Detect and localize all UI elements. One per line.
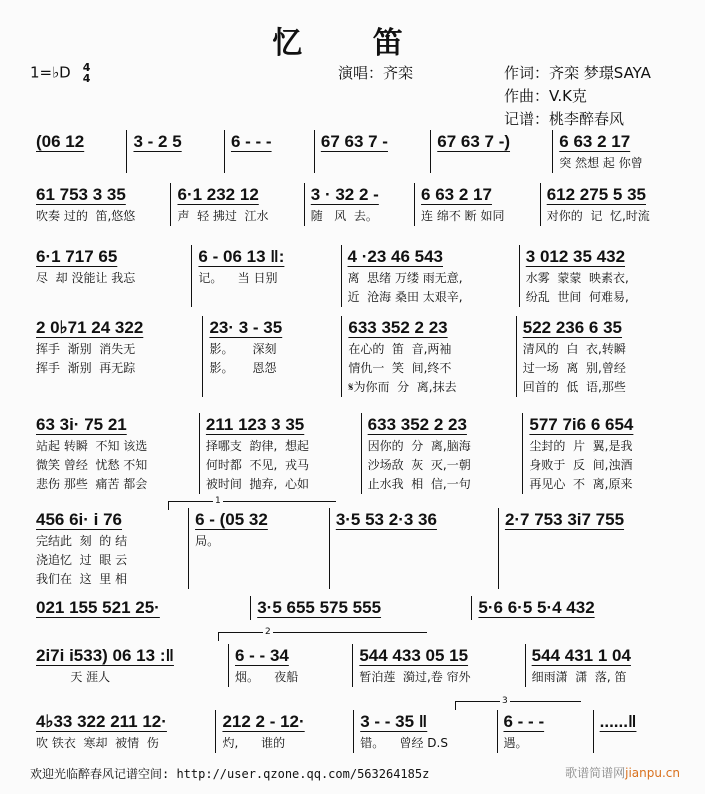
lyric-line: 浇追忆 过 眼 云	[36, 553, 128, 567]
notes: 67 63 7 -	[320, 132, 388, 151]
lyric-line: 纷乱 世间 何难易,	[525, 290, 629, 304]
notes: 544 433 05 15	[359, 646, 469, 665]
measure	[517, 316, 685, 397]
transcriber: 记谱：桃李醉春风	[504, 110, 625, 128]
measure	[216, 710, 354, 753]
notes: 522 236 6 35	[522, 318, 623, 337]
measure	[594, 710, 685, 753]
measure	[30, 245, 192, 307]
measure	[229, 644, 353, 687]
notes: 2 0♭71 24 322	[36, 318, 144, 337]
watermark-domain: jianpu.cn	[625, 766, 680, 780]
notes: 577 7i6 6 654	[529, 415, 634, 434]
measure	[192, 245, 341, 307]
lyric-line: 挥手 渐别 再无踪	[36, 361, 136, 375]
composer: 作曲：V.K克	[504, 87, 587, 105]
lyric-line: 记。 当 日别	[198, 271, 278, 285]
lyric-line: 在心的 笛 音,两袖	[348, 342, 452, 356]
measure	[203, 316, 342, 397]
lyric-line: 细雨潇 潇 落, 笛	[531, 670, 627, 684]
lyric-line: 被时间 抛弃, 心如	[205, 477, 309, 491]
notes: 6 - - -	[230, 132, 272, 151]
notes: 6·1 717 65	[36, 247, 118, 266]
measure	[330, 508, 499, 589]
notes: 2·7 753 3i7 755	[504, 510, 625, 529]
score-row	[30, 710, 685, 753]
measure	[342, 245, 520, 307]
lyric-line	[195, 551, 323, 570]
lyric-line	[209, 378, 335, 397]
lyric-line: 择哪支 韵律, 想起	[205, 439, 309, 453]
lyric-line: 离 思绪 万缕 雨无意,	[347, 271, 463, 285]
lyric-line	[600, 734, 679, 753]
volta-3-label: 3	[502, 696, 508, 706]
notes: 633 352 2 23	[348, 318, 448, 337]
lyric-line: 连 绵不 断 如同	[421, 209, 505, 223]
measure	[30, 316, 203, 397]
measure	[499, 508, 685, 589]
notes: 3 - - 35 ‖	[360, 712, 428, 731]
lyric-line: 暂泊莲 漪过,卷 帘外	[359, 670, 471, 684]
meter-bottom: 4	[82, 72, 91, 85]
lyric-line: 因你的 分 离,脑海	[367, 439, 471, 453]
meter-top: 4	[82, 61, 91, 74]
score-row	[30, 130, 685, 173]
notes: 3 · 32 2 -	[310, 185, 379, 204]
lyric-line: 过一场 离 别,曾经	[522, 361, 626, 375]
notes: 211 123 3 35	[205, 415, 305, 434]
lyric-line: 遇。	[503, 736, 528, 750]
measure	[541, 183, 685, 226]
measure	[526, 644, 685, 687]
volta-2	[218, 627, 427, 641]
measure	[498, 710, 594, 753]
notes: 6 - - 34	[235, 646, 289, 665]
notes: 3 - 2 5	[133, 132, 182, 151]
notes: 67 63 7 -)	[437, 132, 511, 151]
lyric-line: 水雾 蒙蒙 映素衣,	[525, 271, 629, 285]
notes: (06 12	[36, 132, 85, 151]
lyric-line	[198, 288, 334, 307]
notes: 021 155 521 25·	[36, 598, 160, 617]
score-row	[30, 316, 685, 397]
notes: 612 275 5 35	[546, 185, 646, 204]
song-title: 忆 笛	[272, 26, 433, 61]
measure	[342, 316, 516, 397]
measure	[553, 130, 685, 173]
measure	[127, 130, 224, 173]
measure	[305, 183, 415, 226]
lyric-line: 随 风 去。	[310, 209, 378, 223]
lyric-line: 近 沧海 桑田 太艰辛,	[347, 290, 463, 304]
notes: 4 ·23 46 543	[347, 247, 443, 266]
measure	[251, 596, 472, 620]
notes: 633 352 2 23	[367, 415, 467, 434]
lyric-line: 再见心 不 离,原来	[529, 477, 633, 491]
score-row	[30, 413, 685, 494]
lyric-line: 止水我 相 信,一句	[367, 477, 471, 491]
notes: 3 012 35 432	[525, 247, 626, 266]
lyric-line: 声 轻 拂过 江水	[177, 209, 269, 223]
notes: 63 3i· 75 21	[36, 415, 127, 434]
key: 1=♭D	[30, 63, 71, 82]
measure	[354, 710, 497, 753]
score-row	[30, 183, 685, 226]
notes: 456 6i· i 76	[36, 510, 123, 529]
lyric-line: 我们在 这 里 相	[36, 572, 128, 586]
measure	[30, 508, 189, 589]
lyricist: 作词：齐栾 梦璟SAYA	[504, 64, 651, 82]
notes: 4♭33 322 211 12·	[36, 712, 167, 731]
key-signature	[30, 62, 90, 84]
lyric-line: 局。	[195, 534, 220, 548]
notes: 6 63 2 17	[559, 132, 631, 151]
lyric-line: 尘封的 片 翼,是我	[529, 439, 633, 453]
measure	[472, 596, 685, 620]
lyric-line: 何时都 不见, 戎马	[205, 458, 309, 472]
measure	[30, 413, 200, 494]
volta-2-label: 2	[265, 627, 271, 637]
score-row	[30, 596, 685, 620]
lyric-line: 突 然想 起 你曾	[559, 156, 643, 170]
notes: 544 431 1 04	[531, 646, 631, 665]
notes: ......‖	[599, 712, 637, 731]
measure	[30, 596, 251, 620]
lyric-line: 悲伤 那些 痛苦 都会	[36, 477, 148, 491]
lyric-line: 回首的 低 语,那些	[522, 380, 626, 394]
measure	[30, 130, 127, 173]
score-row	[30, 245, 685, 307]
notes: 61 753 3 35	[36, 185, 126, 204]
lyric-line: 清风的 白 衣,转瞬	[522, 342, 626, 356]
volta-1	[168, 496, 336, 510]
lyric-line	[195, 570, 323, 589]
lyric-line: 吹奏 过的 笛,悠悠	[36, 209, 136, 223]
notes: 5·6 6·5 5·4 432	[478, 598, 595, 617]
lyric-line	[36, 288, 185, 307]
credits	[504, 62, 651, 131]
lyric-line: 𝄋为你而 分 离,抹去	[348, 380, 457, 394]
measure	[315, 130, 431, 173]
lyric-line: 挥手 渐别 消失无	[36, 342, 136, 356]
measure	[30, 183, 171, 226]
lyric-line: 灼, 谁的	[222, 736, 286, 750]
notes: 3·5 53 2·3 36	[335, 510, 437, 529]
measure	[431, 130, 553, 173]
measure	[225, 130, 315, 173]
score-row	[30, 644, 685, 687]
notes: 3·5 655 575 555	[257, 598, 382, 617]
measure	[353, 644, 525, 687]
measure	[171, 183, 304, 226]
lyric-line: 站起 转瞬 不知 该选	[36, 439, 148, 453]
lyric-line: 微笑 曾经 忧愁 不知	[36, 458, 148, 472]
measure	[362, 413, 524, 494]
lyric-line: 错。 曾经 D.S	[360, 736, 448, 750]
measure	[523, 413, 685, 494]
singer: 演唱：齐栾	[338, 64, 414, 82]
footer-link: 欢迎光临醉春风记谱空间: http://user.qzone.qq.com/563264185z	[30, 767, 430, 781]
volta-3	[455, 696, 581, 710]
notes: 2i7i i533) 06 13 :‖	[36, 646, 174, 665]
watermark-text: 歌谱简谱网	[565, 766, 626, 780]
measure	[189, 508, 330, 589]
lyric-line: 烟。 夜船	[235, 670, 299, 684]
notes: 6 - 06 13 ‖:	[198, 247, 285, 266]
notes: 23· 3 - 35	[209, 318, 283, 337]
lyric-line: 尽 却 没能让 我忘	[36, 271, 136, 285]
lyric-line: 身败于 反 间,浊酒	[529, 458, 633, 472]
measure	[30, 710, 216, 753]
time-signature	[83, 62, 91, 84]
lyric-line: 完结此 刻 的 结	[36, 534, 128, 548]
lyric-line: 情仇一 笑 间,终不	[348, 361, 452, 375]
lyric-line	[36, 378, 196, 397]
notes: 6 63 2 17	[421, 185, 492, 204]
lyric-line: 影。 深刻	[209, 342, 277, 356]
lyric-line: 影。 恩怨	[209, 361, 277, 375]
notes: 6·1 232 12	[177, 185, 259, 204]
notes: 212 2 - 12·	[222, 712, 305, 731]
watermark	[565, 764, 680, 781]
volta-1-label: 1	[215, 496, 221, 506]
lyric-line: 天 涯人	[36, 670, 111, 684]
measure	[30, 644, 229, 687]
score-row	[30, 508, 685, 589]
notes: 6 - (05 32	[195, 510, 268, 529]
notes: 6 - - -	[503, 712, 545, 731]
measure	[520, 245, 685, 307]
lyric-line: 对你的 记 忆,时流	[546, 209, 650, 223]
measure	[415, 183, 541, 226]
lyric-line: 沙场敌 灰 灭,一朝	[367, 458, 471, 472]
lyric-line: 吹 铁衣 寒却 被情 伤	[36, 736, 159, 750]
measure	[200, 413, 362, 494]
